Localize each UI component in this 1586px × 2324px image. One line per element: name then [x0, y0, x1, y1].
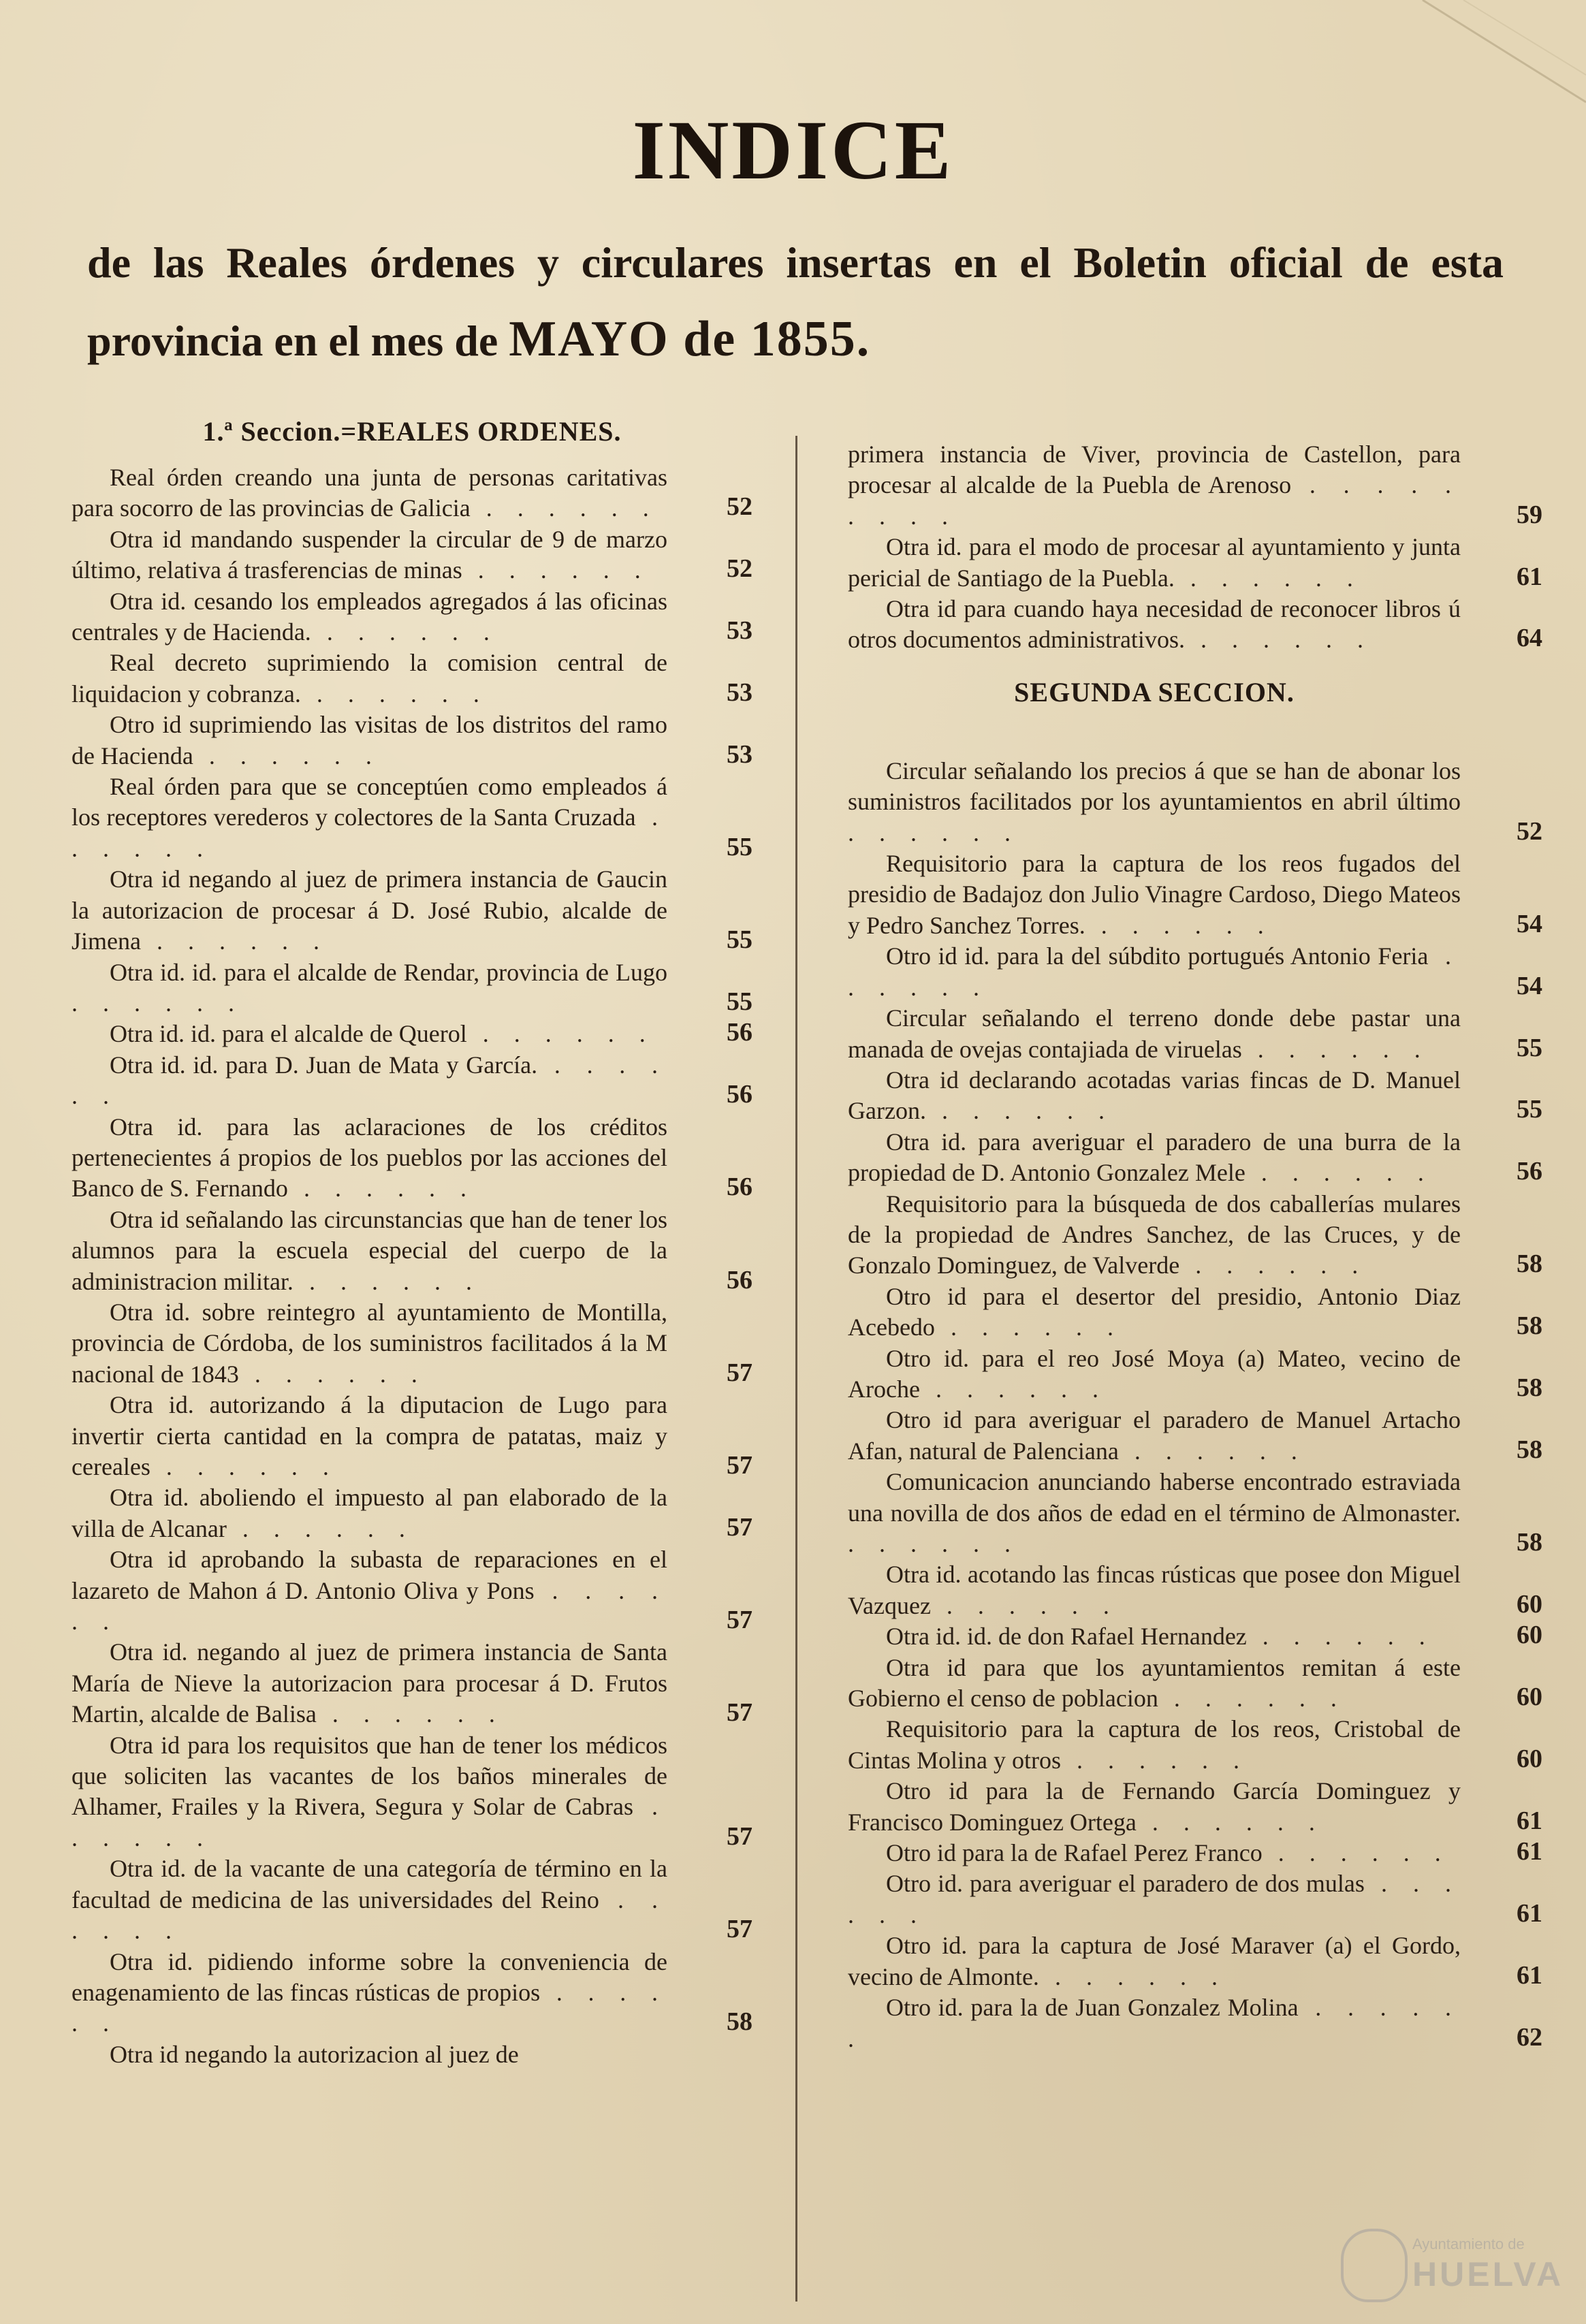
- archive-stamp: [1341, 2222, 1566, 2304]
- entry-page: 53: [727, 616, 752, 646]
- index-entry: Otro id para el desertor del presidio, Antonio Diaz Acebedo . . . . . . 58: [848, 1282, 1542, 1341]
- entry-text: Otra id. para averiguar el paradero de una burra de la propiedad de D. Antonio Gonzalez Mele: [848, 1128, 1461, 1187]
- document-title: INDICE: [632, 104, 954, 197]
- left-entry-list: [72, 462, 752, 2070]
- section-heading-segunda: SEGUNDA SECCION.: [1014, 676, 1295, 707]
- right-entry-list: [848, 756, 1542, 2054]
- entry-text: Real decreto suprimiendo la comision central de liquidacion y cobranza.: [72, 649, 667, 707]
- index-entry: Real decreto suprimiendo la comision central de liquidacion y cobranza. . . . . . . 53: [72, 649, 752, 707]
- entry-text: Circular señalando los precios á que se han de abonar los suministros facilitados por los ayuntamientos en abril último: [848, 757, 1461, 816]
- subtitle-text: de las Reales órdenes y circulares insertas en el Boletin oficial de esta provincia en el mes de: [87, 238, 1504, 365]
- index-entry: Otra id para que los ayuntamientos remitan á este Gobierno el censo de poblacion . . . . . . 60: [848, 1653, 1542, 1713]
- right-top-entry-list: [848, 532, 1542, 656]
- entry-page: 56: [727, 1173, 752, 1202]
- document-subtitle: [87, 225, 1504, 379]
- entry-text: Otra id para cuando haya necesidad de reconocer libros ú otros documentos administrativos.: [848, 595, 1461, 654]
- entry-text: Otra id negando al juez de primera instancia de Gaucin la autorizacion de procesar á D. José Rubio, alcalde de Jimena: [72, 865, 667, 955]
- entry-page: 56: [727, 1265, 752, 1294]
- index-entry: Otra id mandando suspender la circular de 9 de marzo último, relativa á trasferencias de minas . . . . . . 52: [72, 525, 752, 584]
- entry-page: 56: [1517, 1157, 1542, 1186]
- entry-page: 61: [1517, 1898, 1542, 1928]
- section-heading: 1.ª Seccion.=REALES ORDENES.: [202, 416, 622, 447]
- entry-page: 57: [727, 1358, 752, 1387]
- entry-text: Comunicacion anunciando haberse encontrado estraviada una novilla de dos años de edad en el término de Almonaster.: [848, 1468, 1461, 1527]
- index-entry: Requisitorio para la captura de los reos, Cristobal de Cintas Molina y otros . . . . . . 60: [848, 1715, 1542, 1774]
- entry-page: 55: [727, 832, 752, 861]
- entry-page: 61: [1517, 562, 1542, 591]
- entry-page: 58: [1517, 1311, 1542, 1341]
- entry-page: 57: [727, 1915, 752, 1944]
- stamp-line1: Ayuntamiento de: [1412, 2235, 1525, 2253]
- entry-text: primera instancia de Viver, provincia de Castellon, para procesar al alcalde de la Puebla de Arenoso: [848, 441, 1461, 499]
- entry-page: 53: [727, 739, 752, 769]
- index-entry: Otra id. id. de don Rafael Hernandez . . . . . . 60: [886, 1621, 1542, 1651]
- entry-page: 54: [1517, 971, 1542, 1000]
- index-entry: Otra id. de la vacante de una categoría de término en la facultad de medicina de las universidades del Reino . . . . . . 57: [72, 1855, 752, 1945]
- entry-page: 60: [1517, 1589, 1542, 1619]
- subtitle-month: MAYO: [509, 311, 669, 367]
- entry-page: 52: [727, 492, 752, 522]
- index-entry: Otra id. autorizando á la diputacion de Lugo para invertir cierta cantidad en la compra de patatas, maiz y cereales . . . . . . 57: [72, 1391, 752, 1480]
- entry-text: Otra id. autorizando á la diputacion de Lugo para invertir cierta cantidad en la compra de patatas, maiz y cereales: [72, 1391, 667, 1480]
- index-entry: Otro id. para la de Juan Gonzalez Molina . . . . . . 62: [848, 1994, 1542, 2052]
- index-entry: Circular señalando el terreno donde debe pastar una manada de ovejas contajiada de viruelas . . . . . . 55: [848, 1004, 1542, 1063]
- entry-text: Otro id para la de Fernando García Dominguez y Francisco Dominguez Ortega: [848, 1777, 1461, 1836]
- entry-page: 58: [1517, 1528, 1542, 1557]
- entry-page: 53: [727, 678, 752, 707]
- entry-page: 60: [1517, 1683, 1542, 1712]
- index-entry: Otro id suprimiendo las visitas de los distritos del ramo de Hacienda . . . . . . 53: [72, 711, 752, 769]
- index-entry: Otro id id. para la del súbdito portugués Antonio Feria . . . . . . 54: [848, 942, 1542, 1001]
- entry-page: 58: [1517, 1249, 1542, 1279]
- entry-page: 58: [1517, 1435, 1542, 1464]
- index-entry: Otro id para la de Fernando García Dominguez y Francisco Dominguez Ortega . . . . . . 61: [848, 1777, 1542, 1836]
- entry-text: Otra id mandando suspender la circular de 9 de marzo último, relativa á trasferencias de minas: [72, 525, 667, 584]
- index-entry: Otra id aprobando la subasta de reparaciones en el lazareto de Mahon á D. Antonio Oliva y Pons . . . . . . 57: [72, 1546, 752, 1636]
- index-entry: Requisitorio para la captura de los reos fugados del presidio de Badajoz don Julio Vinagre Cardoso, Diego Mateos y Pedro Sanchez Torres. . . . . . . 54: [848, 850, 1542, 939]
- entry-text: Otro id. para la captura de José Maraver (a) el Gordo, vecino de Almonte.: [848, 1932, 1461, 1990]
- index-entry: Otro id. para averiguar el paradero de dos mulas . . . . . . 61: [848, 1870, 1542, 1928]
- index-entry: Otra id. id. para D. Juan de Mata y García. . . . . . . 56: [72, 1051, 752, 1110]
- entry-page: 56: [727, 1018, 752, 1047]
- entry-text: Requisitorio para la captura de los reos fugados del presidio de Badajoz don Julio Vinagre Cardoso, Diego Mateos y Pedro Sanchez Torres.: [848, 850, 1461, 939]
- entry-page: 59: [1517, 500, 1542, 529]
- entry-page: 57: [727, 1451, 752, 1480]
- index-entry: Otra id. pidiendo informe sobre la conveniencia de enagenamiento de las fincas rústicas de propios . . . . . . 58: [72, 1947, 752, 2037]
- index-entry: Real órden para que se conceptúen como empleados á los receptores verederos y colectores de la Santa Cruzada . . . . . . 55: [72, 773, 752, 862]
- entry-page: 60: [1517, 1621, 1542, 1650]
- index-entry: Otro id para averiguar el paradero de Manuel Artacho Afan, natural de Palenciana . . . . . . 58: [848, 1406, 1542, 1465]
- index-entry: Otra id. cesando los empleados agregados á las oficinas centrales y de Hacienda. . . . . . . 53: [72, 587, 752, 646]
- entry-page: 62: [1517, 2022, 1542, 2052]
- right-column: [848, 439, 1542, 2054]
- entry-page: 52: [1517, 816, 1542, 846]
- index-entry: Comunicacion anunciando haberse encontrado estraviada una novilla de dos años de edad en el término de Almonaster. . . . . . . 58: [848, 1468, 1542, 1557]
- entry-text: Otro id. para el reo José Moya (a) Mateo, vecino de Aroche: [848, 1344, 1461, 1403]
- index-entry: Otro id para la de Rafael Perez Franco . . . . . . 61: [886, 1837, 1542, 1867]
- index-entry: primera instancia de Viver, provincia de Castellon, para procesar al alcalde de la Puebla de Arenoso . . . . . . . . . 59: [848, 441, 1542, 530]
- index-entry: [72, 2039, 752, 2070]
- subtitle-year: de 1855.: [669, 311, 871, 367]
- entry-page: 55: [727, 925, 752, 955]
- entry-text: Otra id para que los ayuntamientos remitan á este Gobierno el censo de poblacion: [848, 1653, 1461, 1713]
- entry-text: Real órden creando una junta de personas caritativas para socorro de las provincias de Galicia: [72, 464, 667, 522]
- entry-page: 61: [1517, 1960, 1542, 1990]
- entry-page: 57: [727, 1821, 752, 1851]
- entry-text: Otra id. id. para el alcalde de Rendar, provincia de Lugo: [110, 958, 667, 986]
- index-entry: Otra id. sobre reintegro al ayuntamiento de Montilla, provincia de Córdoba, de los suministros facilitados á la M nacional de 1843 . . . . . . 57: [72, 1298, 752, 1388]
- entry-page: 54: [1517, 909, 1542, 938]
- entry-page: 60: [1517, 1744, 1542, 1773]
- entry-text: Otra id señalando las circunstancias que han de tener los alumnos para la escuela especial del cuerpo de la administracion militar.: [72, 1205, 667, 1295]
- entry-text: Otra id. sobre reintegro al ayuntamiento de Montilla, provincia de Córdoba, de los suministros facilitados á la M nacional de 1843: [72, 1298, 667, 1388]
- entry-text: Otro id para el desertor del presidio, Antonio Diaz Acebedo: [848, 1282, 1461, 1341]
- index-entry: Otra id. para el modo de procesar al ayuntamiento y junta pericial de Santiago de la Puebla. . . . . . . 61: [848, 533, 1542, 592]
- entry-text: Otro id para la de Rafael Perez Franco: [886, 1839, 1263, 1867]
- entry-page: 55: [1517, 1033, 1542, 1062]
- entry-text: Otra id para los requisitos que han de tener los médicos que soliciten las vacantes de los baños minerales de Alhamer, Frailes y la Rivera, Segura y Solar de Cabras: [72, 1731, 667, 1821]
- seal-icon: [1341, 2229, 1408, 2302]
- entry-page: 57: [727, 1512, 752, 1542]
- entry-text: Otra id. id. para D. Juan de Mata y García.: [110, 1051, 538, 1079]
- index-entry: Otra id. negando al juez de primera instancia de Santa María de Nieve la autorizacion para procesar á D. Frutos Martin, alcalde de Balisa . . . . . . 57: [72, 1638, 752, 1728]
- index-entry: Otra id declarando acotadas varias fincas de D. Manuel Garzon. . . . . . . 55: [848, 1066, 1542, 1125]
- entry-text: Otra id. de la vacante de una categoría de término en la facultad de medicina de las universidades del Reino: [72, 1855, 667, 1913]
- entry-text: Otra id. para las aclaraciones de los créditos pertenecientes á propios de los pueblos por las acciones del Banco de S. Fernando: [72, 1113, 667, 1203]
- entry-page: 57: [727, 1698, 752, 1728]
- entry-text: Otro id id. para la del súbdito portugués Antonio Feria: [886, 942, 1429, 970]
- column-divider: [795, 436, 797, 2302]
- entry-text: Otra id. id. para el alcalde de Querol: [110, 1020, 467, 1048]
- entry-page: 55: [1517, 1095, 1542, 1124]
- entry-page: 58: [727, 2007, 752, 2037]
- entry-page: 64: [1517, 624, 1542, 653]
- entry-text: Otra id negando la autorizacion al juez de: [110, 2040, 519, 2068]
- entry-text: Otro id suprimiendo las visitas de los distritos del ramo de Hacienda: [72, 711, 667, 769]
- entry-page: 61: [1517, 1806, 1542, 1835]
- index-entry: Otra id para los requisitos que han de tener los médicos que soliciten las vacantes de los baños minerales de Alhamer, Frailes y la Rivera, Segura y Solar de Cabras . . . . . . 57: [72, 1731, 752, 1851]
- entry-page: 55: [727, 987, 752, 1016]
- entry-page: 58: [1517, 1373, 1542, 1402]
- entry-text: Requisitorio para la captura de los reos, Cristobal de Cintas Molina y otros: [848, 1715, 1461, 1774]
- entry-page: 56: [727, 1080, 752, 1109]
- entry-text: Otra id. negando al juez de primera instancia de Santa María de Nieve la autorizacion para procesar á D. Frutos Martin, alcalde de Balisa: [72, 1638, 667, 1728]
- index-entry: Requisitorio para la búsqueda de dos caballerías mulares de la propiedad de Andres Sanchez, de las Cruces, y de Gonzalo Dominguez, de Valverde . . . . . . 58: [848, 1190, 1542, 1279]
- index-entry: Otra id negando al juez de primera instancia de Gaucin la autorizacion de procesar á D. José Rubio, alcalde de Jimena . . . . . . 55: [72, 865, 752, 955]
- entry-page: 57: [727, 1606, 752, 1635]
- index-entry: Otra id. id. para el alcalde de Rendar, provincia de Lugo . . . . . . 55: [72, 958, 752, 1017]
- entry-text: Otra id. id. de don Rafael Hernandez: [886, 1623, 1247, 1651]
- entry-page: 52: [727, 554, 752, 584]
- entry-text: Otra id. acotando las fincas rústicas que posee don Miguel Vazquez: [848, 1561, 1461, 1619]
- left-column: [72, 415, 752, 2070]
- stamp-line2: HUELVA: [1412, 2255, 1564, 2293]
- entry-text: Otra id declarando acotadas varias fincas de D. Manuel Garzon.: [848, 1066, 1461, 1125]
- entry-text: Otra id aprobando la subasta de reparaciones en el lazareto de Mahon á D. Antonio Oliva y Pons: [72, 1546, 667, 1604]
- index-entry: Otra id. acotando las fincas rústicas que posee don Miguel Vazquez . . . . . . 60: [848, 1561, 1542, 1619]
- entry-text: Real órden para que se conceptúen como empleados á los receptores verederos y colectores de la Santa Cruzada: [72, 773, 667, 831]
- index-entry: Otro id. para la captura de José Maraver (a) el Gordo, vecino de Almonte. . . . . . . 61: [848, 1932, 1542, 1990]
- entry-text: Otra id. aboliendo el impuesto al pan elaborado de la villa de Alcanar: [72, 1484, 667, 1542]
- entry-text: Otro id para averiguar el paradero de Manuel Artacho Afan, natural de Palenciana: [848, 1406, 1461, 1465]
- index-entry: Real órden creando una junta de personas caritativas para socorro de las provincias de Galicia . . . . . . 52: [72, 464, 752, 522]
- entry-text: Otra id. cesando los empleados agregados á las oficinas centrales y de Hacienda.: [72, 587, 667, 646]
- entry-text: Otro id. para la de Juan Gonzalez Molina: [886, 1994, 1299, 2022]
- entry-text: Otra id. para el modo de procesar al ayuntamiento y junta pericial de Santiago de la Puebla.: [848, 533, 1461, 592]
- entry-text: Otra id. pidiendo informe sobre la conveniencia de enagenamiento de las fincas rústicas de propios: [72, 1947, 667, 2006]
- index-entry: Otra id. para averiguar el paradero de una burra de la propiedad de D. Antonio Gonzalez Mele . . . . . . 56: [848, 1128, 1542, 1187]
- index-entry: Otra id. aboliendo el impuesto al pan elaborado de la villa de Alcanar . . . . . . 57: [72, 1484, 752, 1542]
- entry-text: Requisitorio para la búsqueda de dos caballerías mulares de la propiedad de Andres Sanchez, de las Cruces, y de Gonzalo Dominguez, de Valverde: [848, 1190, 1461, 1279]
- index-entry: Otro id. para el reo José Moya (a) Mateo, vecino de Aroche . . . . . . 58: [848, 1344, 1542, 1403]
- entry-text: Otro id. para averiguar el paradero de dos mulas: [886, 1870, 1365, 1898]
- index-entry: Otra id. para las aclaraciones de los créditos pertenecientes á propios de los pueblos por las acciones del Banco de S. Fernando . . . . . . 56: [72, 1113, 752, 1203]
- index-entry: Circular señalando los precios á que se han de abonar los suministros facilitados por los ayuntamientos en abril último . . . . . . 52: [848, 757, 1542, 846]
- index-entry: Otra id. id. para el alcalde de Querol . . . . . . 56: [110, 1018, 752, 1048]
- entry-page: 61: [1517, 1837, 1542, 1866]
- entry-text: Circular señalando el terreno donde debe pastar una manada de ovejas contajiada de viruelas: [848, 1004, 1461, 1063]
- index-entry: Otra id señalando las circunstancias que han de tener los alumnos para la escuela especial del cuerpo de la administracion militar. . . . . . . 56: [72, 1205, 752, 1295]
- index-entry: Otra id para cuando haya necesidad de reconocer libros ú otros documentos administrativos. . . . . . . 64: [848, 595, 1542, 654]
